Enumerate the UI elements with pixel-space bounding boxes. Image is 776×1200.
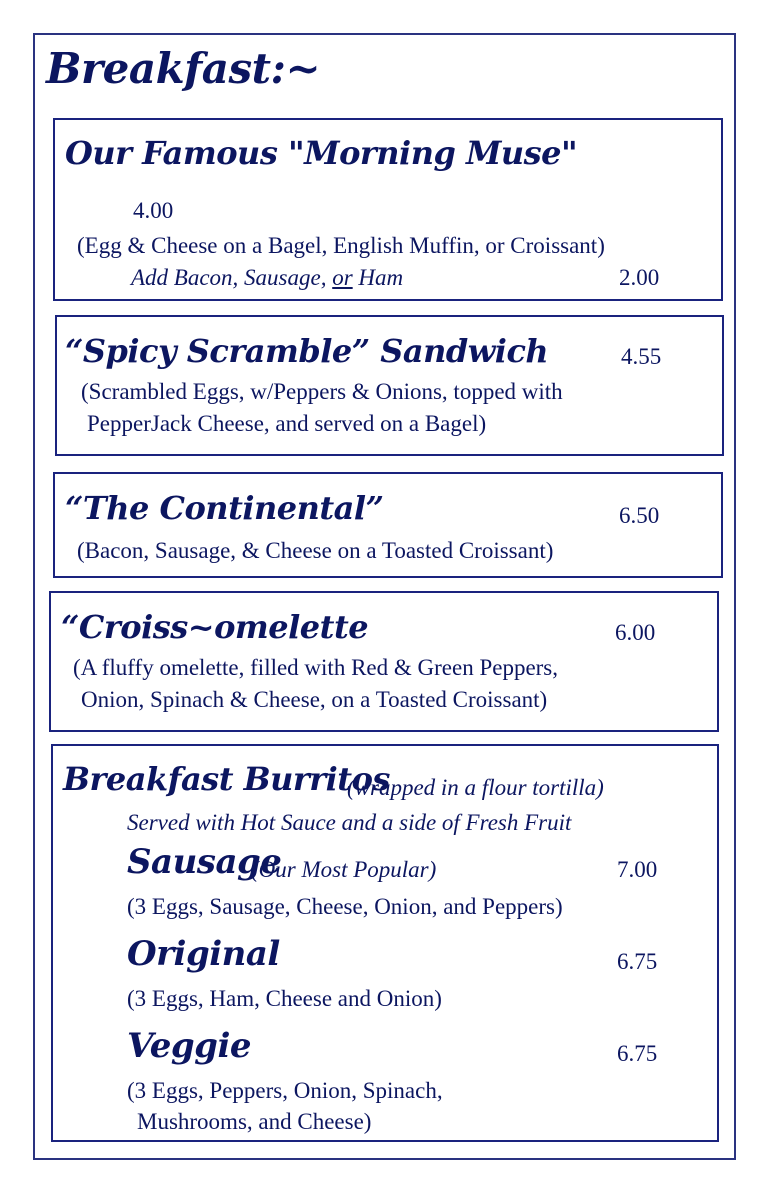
item-price: 4.00 bbox=[133, 198, 174, 223]
item-name: Our Famous "Morning Muse" bbox=[65, 134, 578, 172]
section-subtitle: (wrapped in a flour tortilla) bbox=[347, 775, 604, 800]
menu-section-burritos bbox=[51, 744, 719, 1142]
item-price: 4.55 bbox=[621, 344, 662, 369]
burrito-desc-veggie-line1: (3 Eggs, Peppers, Onion, Spinach, bbox=[127, 1078, 443, 1103]
burrito-price-veggie: 6.75 bbox=[617, 1041, 658, 1066]
burrito-desc-original: (3 Eggs, Ham, Cheese and Onion) bbox=[127, 986, 442, 1011]
burrito-name-veggie: Veggie bbox=[127, 1026, 251, 1066]
item-description-line2: Onion, Spinach & Cheese, on a Toasted Croissant) bbox=[81, 687, 548, 712]
item-description-line2: PepperJack Cheese, and served on a Bagel) bbox=[87, 411, 487, 436]
item-name: “The Continental” bbox=[65, 489, 384, 527]
section-title: Breakfast Burritos bbox=[63, 760, 390, 798]
burrito-name-original: Original bbox=[127, 934, 280, 974]
item-price: 6.50 bbox=[619, 503, 660, 528]
item-price: 6.00 bbox=[615, 620, 656, 645]
addon-price: 2.00 bbox=[619, 265, 660, 290]
burrito-price-original: 6.75 bbox=[617, 949, 658, 974]
section-served-with: Served with Hot Sauce and a side of Fresh Fruit bbox=[127, 810, 572, 835]
item-name: “Croiss~omelette bbox=[61, 608, 369, 646]
item-description: (Egg & Cheese on a Bagel, English Muffin, or Croissant) bbox=[77, 233, 605, 258]
item-description-line1: (Scrambled Eggs, w/Peppers & Onions, topped with bbox=[81, 379, 563, 404]
burrito-note-sausage: (Our Most Popular) bbox=[251, 857, 437, 882]
burrito-desc-veggie-line2: Mushrooms, and Cheese) bbox=[137, 1109, 372, 1134]
addon-label-pre: Add Bacon, Sausage, bbox=[131, 265, 327, 290]
burrito-name-sausage: Sausage bbox=[127, 842, 282, 882]
item-description-line1: (A fluffy omelette, filled with Red & Green Peppers, bbox=[73, 655, 559, 680]
menu-item-spicy-scramble bbox=[55, 315, 724, 456]
menu-item-morning-muse bbox=[53, 118, 723, 301]
page-title: Breakfast:~ bbox=[46, 44, 321, 93]
menu-item-croiss-omelette bbox=[49, 591, 719, 732]
menu-item-continental bbox=[53, 472, 723, 578]
item-addon bbox=[131, 265, 403, 291]
addon-label-post: Ham bbox=[358, 265, 404, 290]
item-description: (Bacon, Sausage, & Cheese on a Toasted Croissant) bbox=[77, 538, 554, 563]
burrito-desc-sausage: (3 Eggs, Sausage, Cheese, Onion, and Peppers) bbox=[127, 894, 563, 919]
addon-or: or bbox=[332, 265, 353, 290]
burrito-price-sausage: 7.00 bbox=[617, 857, 658, 882]
item-name: “Spicy Scramble” Sandwich bbox=[65, 332, 549, 370]
